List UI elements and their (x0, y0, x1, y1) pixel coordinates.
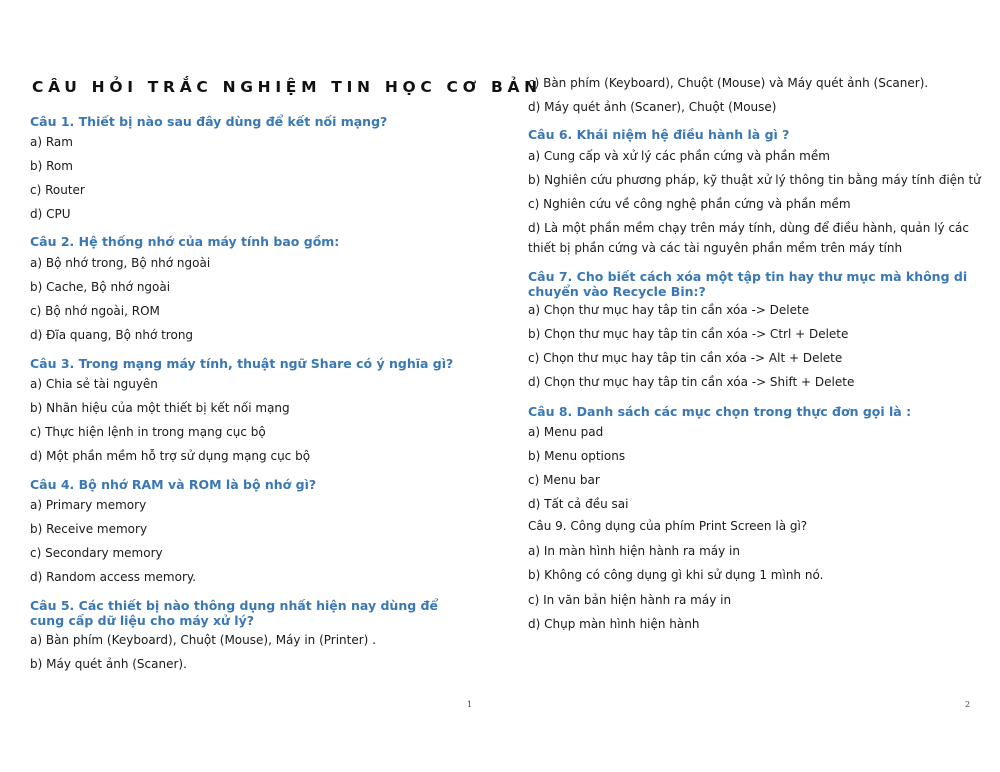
q9-option-b[interactable]: b) Không có công dụng gì khi sử dụng 1 mình nó. (528, 568, 824, 582)
q5-option-b[interactable]: b) Máy quét ảnh (Scaner). (30, 657, 187, 671)
q9-option-c[interactable]: c) In văn bản hiện hành ra máy in (528, 593, 732, 607)
page-right (528, 0, 983, 772)
q4-option-a[interactable]: a) Primary memory (30, 498, 147, 512)
q3-option-c[interactable]: c) Thực hiện lệnh in trong mạng cục bộ (30, 425, 266, 439)
q4-option-d[interactable]: d) Random access memory. (30, 570, 197, 584)
q9-option-d[interactable]: d) Chụp màn hình hiện hành (528, 617, 700, 631)
document-title: CÂU HỎI TRẮC NGHIỆM TIN HỌC CƠ BẢN (32, 78, 542, 96)
question-4: Câu 4. Bộ nhớ RAM và ROM là bộ nhớ gì? (30, 477, 317, 492)
q3-option-a[interactable]: a) Chia sẻ tài nguyên (30, 377, 158, 391)
q1-option-c[interactable]: c) Router (30, 183, 85, 197)
q6-option-d[interactable]: d) Là một phần mềm chạy trên máy tính, dùng để điều hành, quản lý các thiết bị phần cứng và các tài nguyên phần mềm trên máy tính (528, 221, 969, 255)
q5-option-d[interactable]: d) Máy quét ảnh (Scaner), Chuột (Mouse) (528, 100, 777, 114)
q7-option-b[interactable]: b) Chọn thư mục hay tâp tin cần xóa -> Ctrl + Delete (528, 327, 849, 341)
question-6: Câu 6. Khái niệm hệ điều hành là gì ? (528, 127, 790, 142)
q2-option-d[interactable]: d) Đĩa quang, Bộ nhớ trong (30, 328, 194, 342)
question-1: Câu 1. Thiết bị nào sau đây dùng để kết nối mạng? (30, 114, 388, 129)
page-left (30, 0, 542, 772)
page-number-1: 1 (467, 700, 473, 709)
q7-option-d[interactable]: d) Chọn thư mục hay tâp tin cần xóa -> Shift + Delete (528, 375, 855, 389)
q7-option-a[interactable]: a) Chọn thư mục hay tâp tin cần xóa -> Delete (528, 303, 810, 317)
q2-option-b[interactable]: b) Cache, Bộ nhớ ngoài (30, 280, 171, 294)
q7-option-c[interactable]: c) Chọn thư mục hay tâp tin cần xóa -> Alt + Delete (528, 351, 843, 365)
q4-option-b[interactable]: b) Receive memory (30, 522, 148, 536)
q1-option-b[interactable]: b) Rom (30, 159, 73, 173)
q6-option-a[interactable]: a) Cung cấp và xử lý các phần cứng và phần mềm (528, 149, 830, 163)
q8-option-c[interactable]: c) Menu bar (528, 473, 600, 487)
q8-option-d[interactable]: d) Tất cả đều sai (528, 497, 629, 511)
question-8: Câu 8. Danh sách các mục chọn trong thực đơn gọi là : (528, 404, 912, 419)
q3-option-d[interactable]: d) Một phần mềm hỗ trợ sử dụng mạng cục bộ (30, 449, 311, 463)
q2-option-a[interactable]: a) Bộ nhớ trong, Bộ nhớ ngoài (30, 256, 211, 270)
q2-option-c[interactable]: c) Bộ nhớ ngoài, ROM (30, 304, 160, 318)
question-2: Câu 2. Hệ thống nhớ của máy tính bao gồm: (30, 234, 340, 249)
q1-option-d[interactable]: d) CPU (30, 207, 71, 221)
q4-option-c[interactable]: c) Secondary memory (30, 546, 163, 560)
page-number-2: 2 (965, 700, 971, 709)
question-9: Câu 9. Công dụng của phím Print Screen là gì? (528, 519, 808, 533)
q6-option-b[interactable]: b) Nghiên cứu phương pháp, kỹ thuật xử lý thông tin bằng máy tính điện tử (528, 173, 981, 187)
q5-option-c[interactable]: c) Bàn phím (Keyboard), Chuột (Mouse) và Máy quét ảnh (Scaner). (528, 76, 929, 90)
q8-option-a[interactable]: a) Menu pad (528, 425, 604, 439)
q6-option-c[interactable]: c) Nghiên cứu về công nghệ phần cứng và phần mềm (528, 197, 851, 211)
question-5: Câu 5. Các thiết bị nào thông dụng nhất hiện nay dùng để cung cấp dữ liệu cho máy xử lý? (30, 598, 438, 628)
q3-option-b[interactable]: b) Nhãn hiệu của một thiết bị kết nối mạng (30, 401, 290, 415)
question-3: Câu 3. Trong mạng máy tính, thuật ngữ Share có ý nghĩa gì? (30, 356, 454, 371)
question-7: Câu 7. Cho biết cách xóa một tập tin hay thư mục mà không di chuyển vào Recycle Bin:? (528, 269, 968, 299)
q9-option-a[interactable]: a) In màn hình hiện hành ra máy in (528, 544, 740, 558)
q8-option-b[interactable]: b) Menu options (528, 449, 626, 463)
q1-option-a[interactable]: a) Ram (30, 135, 73, 149)
q5-option-a[interactable]: a) Bàn phím (Keyboard), Chuột (Mouse), Máy in (Printer) . (30, 633, 376, 647)
